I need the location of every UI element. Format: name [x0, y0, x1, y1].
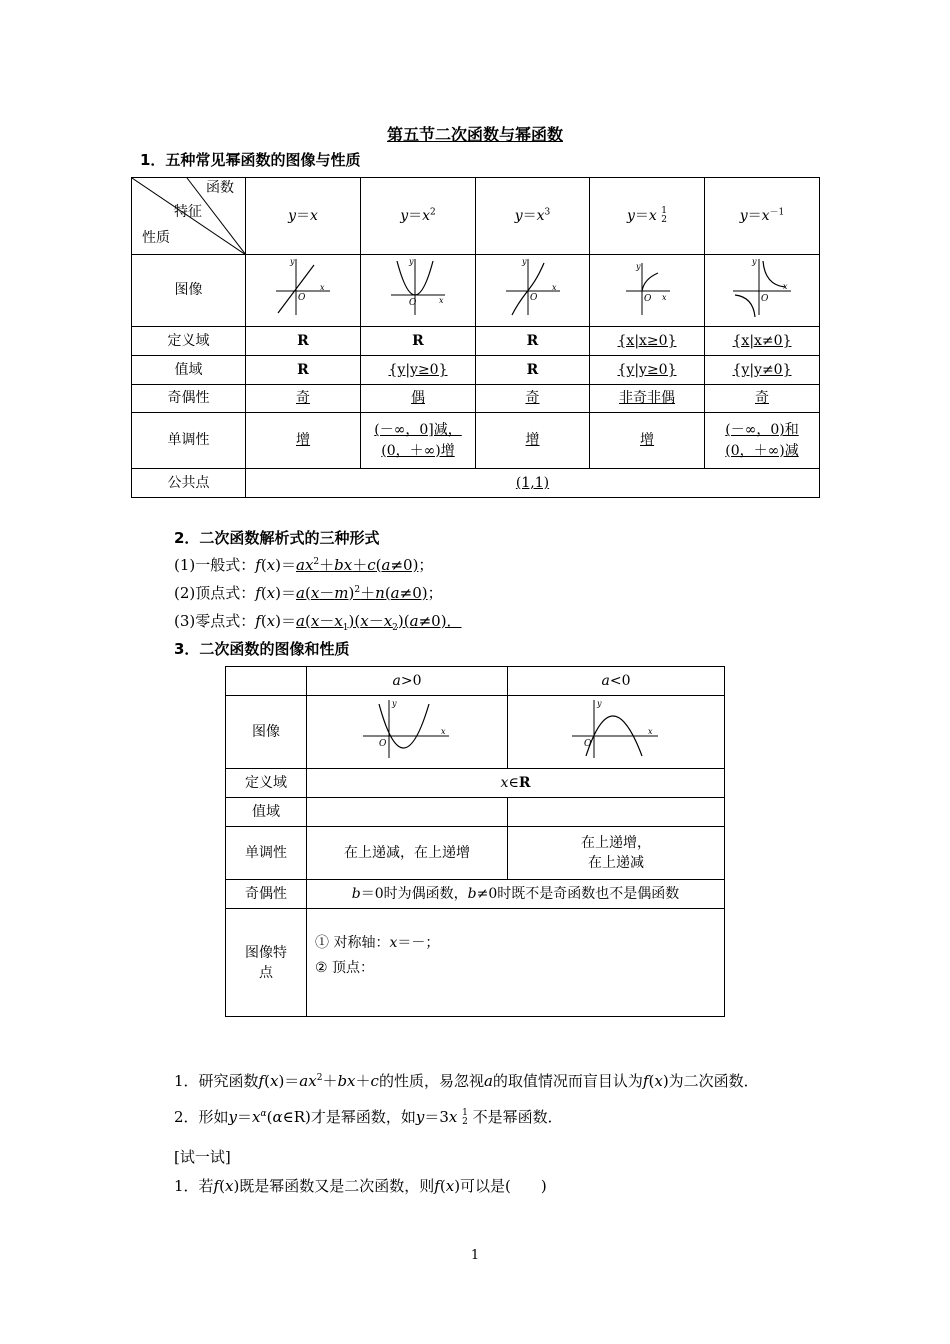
- quadratic-table: [225, 666, 725, 1017]
- graph-cube: [498, 255, 568, 319]
- q-mono-pos: 在上递减，在上递增: [307, 827, 508, 880]
- parity-5: 奇: [705, 385, 820, 413]
- parity-2: 偶: [361, 385, 476, 413]
- svg-text:O: O: [409, 298, 417, 309]
- trial-label: [试一试]: [174, 1148, 231, 1166]
- q-parity: b＝0时为偶函数，b≠0时既不是奇函数也不是偶函数: [307, 880, 725, 909]
- graph-parabola-down: [566, 696, 666, 762]
- func-header-3: $y=x^3$: [476, 178, 590, 255]
- row-label-domain: 定义域: [132, 327, 246, 356]
- q-col-pos: a>0: [307, 667, 508, 696]
- domain-1: R: [246, 327, 361, 356]
- range-1: R: [246, 356, 361, 385]
- row-label-range: 值域: [132, 356, 246, 385]
- svg-text:O: O: [529, 293, 537, 304]
- q-domain: x∈R: [307, 769, 725, 798]
- note-2: 2．形如$y=x^\alpha(\alpha\in R)$才是幂函数，如y＝3x 1 2 不是幂函数．: [174, 1108, 563, 1127]
- mono-1: 增: [246, 413, 361, 469]
- graph-square: [383, 255, 453, 319]
- q-row-range: 值域: [226, 798, 307, 827]
- mono-5: (－∞，0)和 (0，＋∞)减: [705, 413, 820, 469]
- q-col-neg: a<0: [508, 667, 725, 696]
- row-label-image: 图像: [132, 255, 246, 327]
- q-row-feature: 图像特 点: [226, 909, 307, 1017]
- svg-text:y: y: [597, 699, 602, 708]
- form-zero: (3)零点式：$f(x)=a(x-x_1)(x-x_2)(a\ne 0)$．: [174, 612, 462, 633]
- q-mono-neg: 在上递增， 在上递减: [508, 827, 725, 880]
- common-point: (1,1): [246, 469, 820, 498]
- mono-3: 增: [476, 413, 590, 469]
- range-3: R: [476, 356, 590, 385]
- graph-reciprocal: [727, 255, 797, 319]
- range-2: {y|y≥0}: [361, 356, 476, 385]
- svg-text:O: O: [584, 739, 592, 749]
- row-label-common: 公共点: [132, 469, 246, 498]
- svg-text:O: O: [761, 294, 769, 305]
- q-range-pos: [307, 798, 508, 827]
- svg-text:x: x: [783, 282, 788, 292]
- form-vertex: (2)顶点式：$f(x)=a(x-m)^2+n(a\ne 0)$；: [174, 584, 443, 602]
- domain-5: {x|x≠0}: [705, 327, 820, 356]
- q-corner: [226, 667, 307, 696]
- row-label-mono: 单调性: [132, 413, 246, 469]
- range-4: {y|y≥0}: [590, 356, 705, 385]
- corner-cell: [132, 178, 246, 255]
- q-feature: ① 对称轴：x＝－； ② 顶点：: [307, 909, 725, 1017]
- corner-label-func: 函数: [206, 180, 234, 196]
- q-row-parity: 奇偶性: [226, 880, 307, 909]
- svg-text:y: y: [521, 257, 527, 267]
- svg-text:y: y: [636, 262, 641, 272]
- graph-parabola-up: [357, 696, 457, 762]
- func-header-4: y＝x 1 2: [590, 178, 705, 255]
- svg-text:y: y: [290, 257, 295, 267]
- q-row-mono: 单调性: [226, 827, 307, 880]
- svg-text:O: O: [298, 293, 306, 304]
- svg-text:O: O: [644, 294, 652, 305]
- power-function-table: [131, 177, 820, 498]
- q-range-neg: [508, 798, 725, 827]
- page-title: 第五节二次函数与幂函数: [386, 125, 563, 144]
- graph-linear: [268, 255, 338, 319]
- func-header-2: $y=x^2$: [361, 178, 476, 255]
- func-header-1: y＝x: [246, 178, 361, 255]
- parity-3: 奇: [476, 385, 590, 413]
- svg-text:y: y: [752, 257, 757, 267]
- mono-2: (－∞，0]减， (0，＋∞)增: [361, 413, 476, 469]
- q-row-domain: 定义域: [226, 769, 307, 798]
- row-label-parity: 奇偶性: [132, 385, 246, 413]
- svg-text:x: x: [441, 727, 446, 736]
- svg-text:O: O: [379, 739, 387, 749]
- svg-text:x: x: [648, 727, 653, 736]
- range-5: {y|y≠0}: [705, 356, 820, 385]
- graph-cell-1: [246, 255, 361, 327]
- q-graph-neg: [508, 696, 725, 769]
- svg-text:x: x: [439, 296, 444, 306]
- note-1: 1．研究函数$f(x)=ax^2+bx+c$的性质，易忽视a的取值情况而盲目认为f(x)为二次函数．: [174, 1072, 759, 1090]
- domain-2: R: [361, 327, 476, 356]
- func-header-5: $y=x^{-1}$: [705, 178, 820, 255]
- parity-4: 非奇非偶: [590, 385, 705, 413]
- graph-cell-2: [361, 255, 476, 327]
- domain-3: R: [476, 327, 590, 356]
- q-graph-pos: [307, 696, 508, 769]
- svg-text:y: y: [409, 257, 414, 267]
- section2-heading: 2．二次函数解析式的三种形式: [174, 529, 380, 547]
- corner-label-property: 性质: [142, 230, 170, 246]
- form-general: (1)一般式：$f(x)=ax^2+bx+c(a\ne 0)$；: [174, 556, 434, 574]
- q-row-image: 图像: [226, 696, 307, 769]
- mono-4: 增: [590, 413, 705, 469]
- trial-question-1: 1．若f(x)既是幂函数又是二次函数，则f(x)可以是( ): [174, 1177, 547, 1195]
- section3-heading: 3．二次函数的图像和性质: [174, 640, 350, 658]
- corner-label-feature: 特征: [174, 204, 202, 220]
- svg-text:y: y: [392, 699, 397, 708]
- section1-heading: 1．五种常见幂函数的图像与性质: [140, 151, 361, 169]
- parity-1: 奇: [246, 385, 361, 413]
- graph-cell-5: [705, 255, 820, 327]
- svg-text:x: x: [320, 283, 325, 293]
- graph-cell-3: [476, 255, 590, 327]
- graph-sqrt: [612, 255, 682, 319]
- svg-text:x: x: [551, 283, 557, 293]
- graph-cell-4: [590, 255, 705, 327]
- domain-4: {x|x≥0}: [590, 327, 705, 356]
- svg-text:x: x: [662, 293, 667, 303]
- page-number: 1: [470, 1248, 480, 1263]
